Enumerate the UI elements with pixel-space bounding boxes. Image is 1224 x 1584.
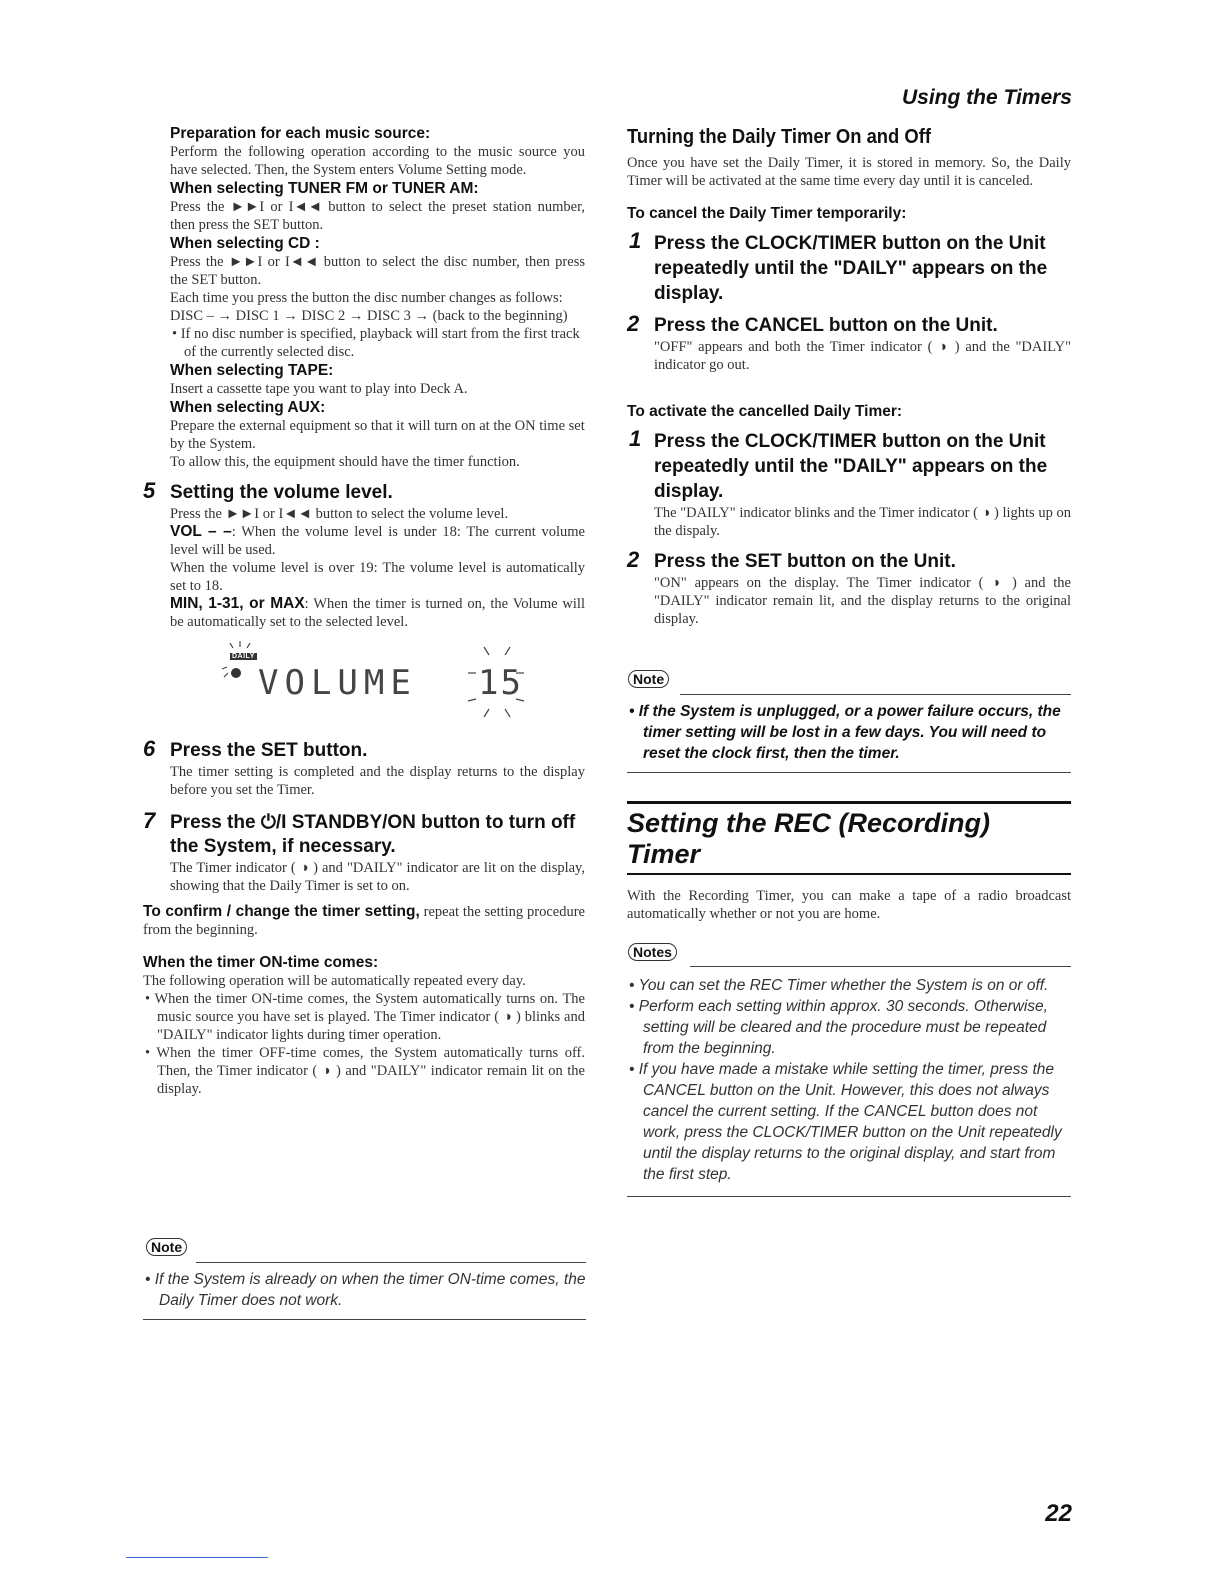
rec-heading: Setting the REC (Recording) Timer xyxy=(627,808,990,869)
aux-heading: When selecting AUX: xyxy=(170,399,326,416)
left-column xyxy=(143,124,585,1098)
lcd-display xyxy=(170,637,585,723)
cd-bullet-text: If no disc number is specified, playback will start from the first track of the currently selected disc. xyxy=(180,326,580,360)
minmax-text xyxy=(170,595,585,631)
step-text: "OFF" appears and both the Timer indicator ( ◑ ) and the "DAILY" indicator go out. xyxy=(654,339,1071,373)
cd-sequence: DISC – → DISC 1 → DISC 2 → DISC 3 → (back to the beginning) xyxy=(170,308,568,324)
notes-list xyxy=(627,975,1071,1185)
note-bottom-rule xyxy=(627,772,1071,773)
cancel-step-2 xyxy=(627,311,1071,374)
note-body: If the System is unplugged, or a power failure occurs, the timer setting will be lost in a few days. You will need to reset the clock first, then the timer. xyxy=(638,703,1061,762)
step-number: 1 xyxy=(629,426,642,451)
step-title: Press the CLOCK/TIMER button on the Unit repeatedly until the "DAILY" appears on the display. xyxy=(654,431,1048,502)
prep-heading: Preparation for each music source: xyxy=(170,125,431,142)
note-badge: Note xyxy=(628,670,669,688)
daily-indicator: DAILY xyxy=(232,653,255,660)
step-text: The timer setting is completed and the display returns to the display before you set the Timer. xyxy=(170,764,585,798)
note-item: • Perform each setting within approx. 30 seconds. Otherwise, setting will be cleared and the procedure must be repeated from the beginning. xyxy=(629,998,1048,1057)
lcd-text: VOLUME xyxy=(258,663,417,703)
cd-heading: When selecting CD : xyxy=(170,235,320,252)
step-text: The Timer indicator ( ◑ ) and "DAILY" indicator are lit on the display, showing that the Daily Timer is set to on. xyxy=(170,860,585,894)
step-number: 6 xyxy=(143,736,156,761)
step-title: Press the CLOCK/TIMER button on the Unit repeatedly until the "DAILY" appears on the display. xyxy=(654,233,1048,304)
step-text: Press the ►►I or I◄◄ button to select the volume level. xyxy=(170,506,509,522)
note-text: • If the System is already on when the timer ON-time comes, the Daily Timer does not work. xyxy=(145,1271,586,1309)
cd-text: Press the ►►I or I◄◄ button to select the disc number, then press the SET button. xyxy=(170,254,585,288)
step-text-2: When the volume level is over 19: The volume level is automatically set to 18. xyxy=(170,560,585,594)
note-top-rule xyxy=(196,1262,586,1263)
note-bottom-rule xyxy=(143,1319,586,1320)
tuner-text: Press the ►►I or I◄◄ button to select the preset station number, then press the SET button. xyxy=(170,199,585,233)
rec-top-rule xyxy=(627,801,1071,804)
ontime-bullet-text: When the timer ON-time comes, the System automatically turns on. The music source you have set is played. The Timer indicator ( ◑ ) blinks and "DAILY" indicator lights during timer operation. xyxy=(154,991,585,1043)
step-number: 7 xyxy=(143,808,156,833)
note-body: If the System is already on when the timer ON-time comes, the Daily Timer does not work. xyxy=(154,1271,586,1309)
step-text: "ON" appears on the display. The Timer indicator ( ◑ ) and the "DAILY" indicator remain lit, and the display returns to the original display. xyxy=(654,575,1071,627)
note-item: • If you have made a mistake while setting the timer, press the CANCEL button on the Unit. However, this does not always cancel the current setting. If the CANCEL button does not work, press the CLOCK/TIMER button on the Unit repeatedly until the display returns to the original display, and start from the first step. xyxy=(629,1061,1062,1183)
step-text: The "DAILY" indicator blinks and the Timer indicator ( ◑ ) lights up on the dispaly. xyxy=(654,505,1071,539)
activate-heading: To activate the cancelled Daily Timer: xyxy=(627,403,903,420)
step-title: Press the CANCEL button on the Unit. xyxy=(654,315,998,336)
tape-text: Insert a cassette tape you want to play into Deck A. xyxy=(170,381,468,397)
step-number: 2 xyxy=(627,547,640,572)
turning-text: Once you have set the Daily Timer, it is stored in memory. So, the Daily Timer will be activated at the same time every day until it is canceled. xyxy=(627,155,1071,189)
note-item-text: If you have made a mistake while setting the timer, press the CANCEL button on the Unit. However, this does not always cancel the current setting. If the CANCEL button does not work, press the CLOCK/TIMER button on the Unit repeatedly until the display returns to the original display, and start from the first step. xyxy=(638,1061,1062,1183)
notes-top-rule xyxy=(690,966,1071,967)
step-5 xyxy=(143,478,585,723)
prep-block xyxy=(143,124,585,471)
right-column xyxy=(627,124,1071,628)
activate-step-1 xyxy=(627,426,1071,540)
ontime-heading: When the timer ON-time comes: xyxy=(143,954,379,971)
section-title: Using the Timers xyxy=(902,86,1072,109)
lcd-value: 15 xyxy=(478,663,523,703)
notes-badge: Notes xyxy=(628,943,677,961)
note-item-text: Perform each setting within approx. 30 seconds. Otherwise, setting will be cleared and the procedure must be repeated from the beginning. xyxy=(638,998,1048,1057)
vol-label: VOL – – xyxy=(170,523,232,540)
confirm-text xyxy=(143,903,585,939)
ontime-bullet: • When the timer OFF-time comes, the System automatically turns off. Then, the Timer indicator ( ◑ ) and "DAILY" indicator remain lit on the display. xyxy=(145,1045,585,1097)
note-top-rule xyxy=(680,694,1071,695)
ontime-bullet: • When the timer ON-time comes, the System automatically turns on. The music source you have set is played. The Timer indicator ( ◑ ) blinks and "DAILY" indicator lights during timer operation. xyxy=(145,991,585,1043)
prep-text: Perform the following operation according to the music source you have selected. Then, the System enters Volume Setting mode. xyxy=(170,144,585,178)
confirm-desc: repeat the setting procedure from the beginning. xyxy=(143,904,585,938)
cancel-step-1 xyxy=(627,228,1071,306)
minmax-desc: : When the timer is turned on, the Volume will be automatically set to the selected level. xyxy=(170,596,585,630)
minmax-label: MIN, 1-31, or MAX xyxy=(170,595,305,612)
ontime-text: The following operation will be automatically repeated every day. xyxy=(143,973,526,989)
step-title: Press the ⏻/I STANDBY/ON button to turn off the System, if necessary. xyxy=(170,812,576,857)
tape-heading: When selecting TAPE: xyxy=(170,362,334,379)
step-title: Press the SET button. xyxy=(170,740,368,761)
step-6 xyxy=(143,736,585,799)
step-title: Setting the volume level. xyxy=(170,482,393,503)
cd-bullet: • If no disc number is specified, playback will start from the first track of the currently selected disc. xyxy=(172,326,580,360)
tuner-heading: When selecting TUNER FM or TUNER AM: xyxy=(170,180,479,197)
vol-text xyxy=(170,523,585,559)
note-item: • You can set the REC Timer whether the System is on or off. xyxy=(629,977,1049,994)
activate-step-2 xyxy=(627,547,1071,628)
confirm-label: To confirm / change the timer setting, xyxy=(143,903,420,920)
blink-rays-icon xyxy=(218,639,262,685)
page-number: 22 xyxy=(1045,1500,1072,1527)
note-badge: Note xyxy=(146,1238,187,1256)
ontime-bullet-text: When the timer OFF-time comes, the System automatically turns off. Then, the Timer indicator ( ◑ ) and "DAILY" indicator remain lit on the display. xyxy=(156,1045,585,1097)
step-number: 1 xyxy=(629,228,642,253)
step-title: Press the SET button on the Unit. xyxy=(654,551,956,572)
step-number: 5 xyxy=(143,478,156,503)
aux-text-2: To allow this, the equipment should have the timer function. xyxy=(170,454,520,470)
note-item-text: You can set the REC Timer whether the System is on or off. xyxy=(638,977,1049,994)
notes-bottom-rule xyxy=(627,1196,1071,1197)
aux-text: Prepare the external equipment so that it will turn on at the ON time set by the System. xyxy=(170,418,585,452)
rec-bottom-rule xyxy=(627,873,1071,875)
cd-text-2: Each time you press the button the disc number changes as follows: xyxy=(170,290,563,306)
step-7 xyxy=(143,808,585,895)
footer-link-line xyxy=(126,1557,268,1558)
step-number: 2 xyxy=(627,311,640,336)
note-text: • If the System is unplugged, or a power failure occurs, the timer setting will be lost in a few days. You will need to reset the clock first, then the timer. xyxy=(629,703,1061,762)
turning-heading: Turning the Daily Timer On and Off xyxy=(627,126,931,148)
cancel-heading: To cancel the Daily Timer temporarily: xyxy=(627,205,907,222)
rec-text: With the Recording Timer, you can make a tape of a radio broadcast automatically whether or not you are home. xyxy=(627,888,1071,922)
vol-desc: : When the volume level is under 18: The current volume level will be used. xyxy=(170,524,585,558)
